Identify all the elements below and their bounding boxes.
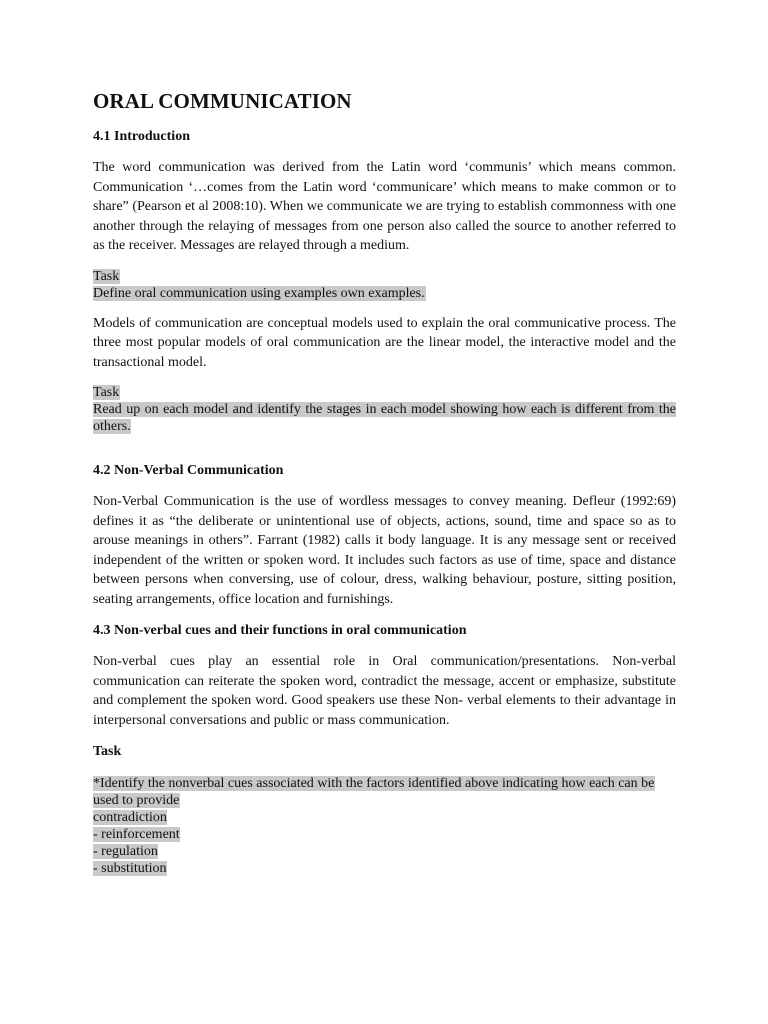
nonverbal-cues-paragraph: Non-verbal cues play an essential role in Oral communication/presentations. Non-verbal communication can reiterate the spoken word, contradict the message, accent or emphasize, substitute and complement the spoken word. Good speakers use these Non- verbal elements to their advantage in interpersonal conversations and public or mass communication.: [93, 654, 676, 728]
task-text-cues: *Identify the nonverbal cues associated with the factors identified above indicating how each can be used to provide: [93, 775, 655, 808]
task-block-cues: [93, 775, 676, 877]
nonverbal-paragraph: Non-Verbal Communication is the use of wordless messages to convey meaning. Defleur (1992:69) defines it as “the deliberate or unintentional use of objects, actions, sound, time and space so as to arouse meanings in others”. Farrant (1982) calls it body language. It is any message sent or received independent of the written or spoken word. It includes such factors as use of time, space and distance between persons when conversing, use of colour, dress, walking behaviour, posture, sitting position, seating arrangements, office location and furnishings.: [93, 494, 676, 607]
list-item: - substitution: [93, 860, 167, 876]
list-item: contradiction: [93, 809, 167, 825]
task-block-models: [93, 384, 676, 435]
task-heading: Task: [93, 744, 122, 759]
task-text-define: Define oral communication using examples own examples.: [93, 285, 425, 301]
document-page: [93, 88, 676, 889]
document-title: ORAL COMMUNICATION: [93, 89, 352, 113]
task-label: Task: [93, 385, 120, 400]
section-heading-introduction: 4.1 Introduction: [93, 129, 190, 144]
introduction-paragraph: The word communication was derived from the Latin word ‘communis’ which means common. Communication ‘…comes from the Latin word ‘communicare’ which means to make common or to share” (Pearson et al 2008:10). When we communicate we are trying to establish commonness with one another through the relaying of messages from one person also called the source to another referred to as the receiver. Messages are relayed through a medium.: [93, 160, 676, 253]
list-item: - regulation: [93, 843, 158, 859]
section-heading-nonverbal-cues: 4.3 Non-verbal cues and their functions in oral communication: [93, 623, 467, 638]
section-heading-nonverbal: 4.2 Non-Verbal Communication: [93, 463, 284, 478]
section-spacer: [93, 447, 676, 461]
task-block-define: [93, 268, 676, 302]
task-text-models: Read up on each model and identify the stages in each model showing how each is different from the others.: [93, 402, 676, 434]
list-item: - reinforcement: [93, 826, 180, 842]
models-paragraph: Models of communication are conceptual models used to explain the oral communicative process. The three most popular models of oral communication are the linear model, the interactive model and the transactional model.: [93, 315, 676, 370]
cue-list: [93, 809, 676, 877]
task-label: Task: [93, 268, 120, 284]
